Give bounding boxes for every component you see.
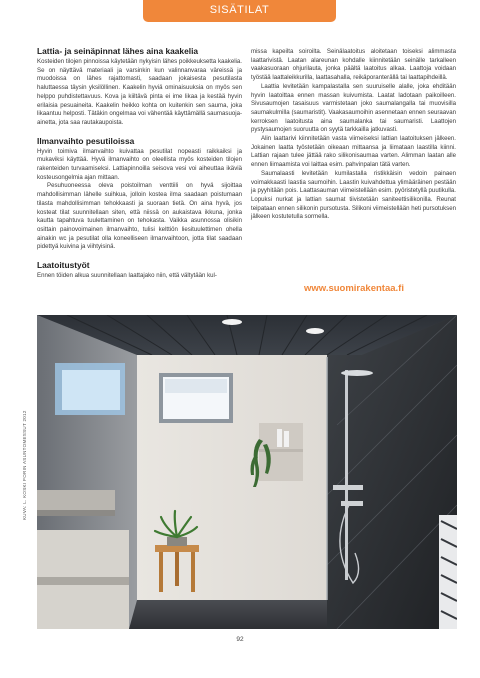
section-title: SISÄTILAT — [209, 4, 270, 16]
paragraph-right-1: missa kapeilta soiroilta. Seinälaatoitus aloitetaan toiseksi alimmasta laattarivistä. Laatan alareunan kohdalle kiinnitetään seinälle tarkalleen vaakasuoraan ohjurilauta, jonka päältä laatoitus alkaa. Laattoja voidaan työstää laattaleikkurilla, laattasahalla, reikäporanterällä tai laattapihdeillä. — [251, 48, 456, 82]
paragraph-right-2: Laattia levitetään kampalastalla sen suuruiselle alalle, joka ehditään hyvin laatoittaa ennen massan kuivumista. Laatat ladotaan paikoilleen. Sivusaumojen tasaisuus varmistetaan joko saumalangalla tai muovisilla saumakulmilla (saumaristit). Vaakasaumoihin asennetaan ennen seuraavan kerroksen laatoitusta aina saumalanka tai saumaristi. Laattojen pystysaumojen suoruutta on syytä tarkkailla jatkuvasti. — [251, 82, 456, 134]
heading-laatoitus: Laatoitustyöt — [37, 260, 90, 271]
paragraph-ilmanvaihto-1: Hyvin toimiva ilmanvaihto kuivattaa pesutilat nopeasti raikkaiksi ja mukaviksi käyttää. Hyvä ilmanvaihto on oleellista myös kosteiden tilojen rakenteiden turvaamiseksi. Lattiapinnoilla seisova vesi voi aiheuttaa ikäviä kosteusongelmia ajan mittaan. — [37, 147, 242, 181]
page-number: 92 — [236, 636, 244, 643]
paragraph-right-4: Saumalaasti levitetään kumilastalla ristikkäisin vedoin painaen voimakkaasti laastia saumoihin. Laastin kuivahdettua ylimääräinen pestään ja pyyhitään pois. Laattasauman viimeistellään esim. pyöristetyllä puutikulla. Lopuksi nurkat ja lattian saumat tiivistetään saniteettisilikonilla. Reunat teipataan ennen silikonin pursotusta. Silikoni viimeistellään heti pursotuksen jälkeen kostutetulla sormella. — [251, 169, 456, 221]
photo-credit: KUVA: L. KOSKI PORIN ASUNTOMESSUT 2012 — [22, 410, 27, 520]
paragraph-ilmanvaihto-2: Pesuhuoneessa oleva poistoilman venttiili on hyvä sijoittaa mahdollisimman lähelle suihkua, jolloin kostea ilma saadaan poistumaan tilasta mahdollisimman tehokkaasti ja suoraan tietä. On aina hyvä, jos kosteat tilat suunnitellaan siten, että niissä on aukaistava ikkuna, jonka kautta tapahtuva tuulettaminen on tehokasta. Vaikka asunnossa olisikin osittain painovoimainen ilmanvaihto, tulisi kelttiön liesituulettimen ohella ainakin wc ja pesutilat olla koneelliseen ilmanvaihtoon, jotta tilat saadaan pidettyä kuivina ja viihtyisinä. — [37, 182, 242, 251]
website-link[interactable]: www.suomirakentaa.fi — [304, 283, 404, 294]
section-tab — [143, 0, 336, 22]
paragraph-lattia: Kosteiden tilojen pinnoissa käytetään nykyisin lähes poikkeuksetta kaakelia. Se on näyttävä materiaali ja varsinkin kun valinnanvaraa väreissä ja muodoissa on lähes rajattomasti, saadaan jokaisesta pesutilasta haluttaessa täysin yksilöllinen. Kaakelin hyviä ominaisuuksia on myös sen helppo puhdistettavuus. Kova ja kiiltävä pinta ei ime likaa ja kestää hyvin erilaisia pesuaineita. Kaakelin heikko kohta on kuitenkin sen sauma, joka likaantuu helposti. Tätäkin ongelmaa voi vähentää käyttämällä saumasuoja-ainetta, jota saa rautakaupoista. — [37, 58, 242, 126]
left-column — [37, 46, 242, 281]
right-column — [251, 48, 456, 222]
paragraph-right-3: Alin laattarivi kiinnitetään vasta viimeiseksi lattian laatoituksen jälkeen. Jokainen laatta työstetään oikeaan mittaansa ja liimataan laastilla kiinni. Lattian rajaan tulee jättää rako silikonisaumaa varten. Alimman laatan alle ennen liimaamista voi laittaa esim. pahvinpalan tätä varten. — [251, 135, 456, 169]
heading-ilmanvaihto: Ilmanvaihto pesutiloissa — [37, 135, 135, 146]
heading-lattia: Lattia- ja seinäpinnat lähes aina kaakelia — [37, 46, 199, 56]
bathroom-photo — [37, 315, 457, 629]
paragraph-laatoitus-start: Ennen töiden alkua suunnitellaan laattajako niin, että vältytään kul- — [37, 272, 217, 280]
